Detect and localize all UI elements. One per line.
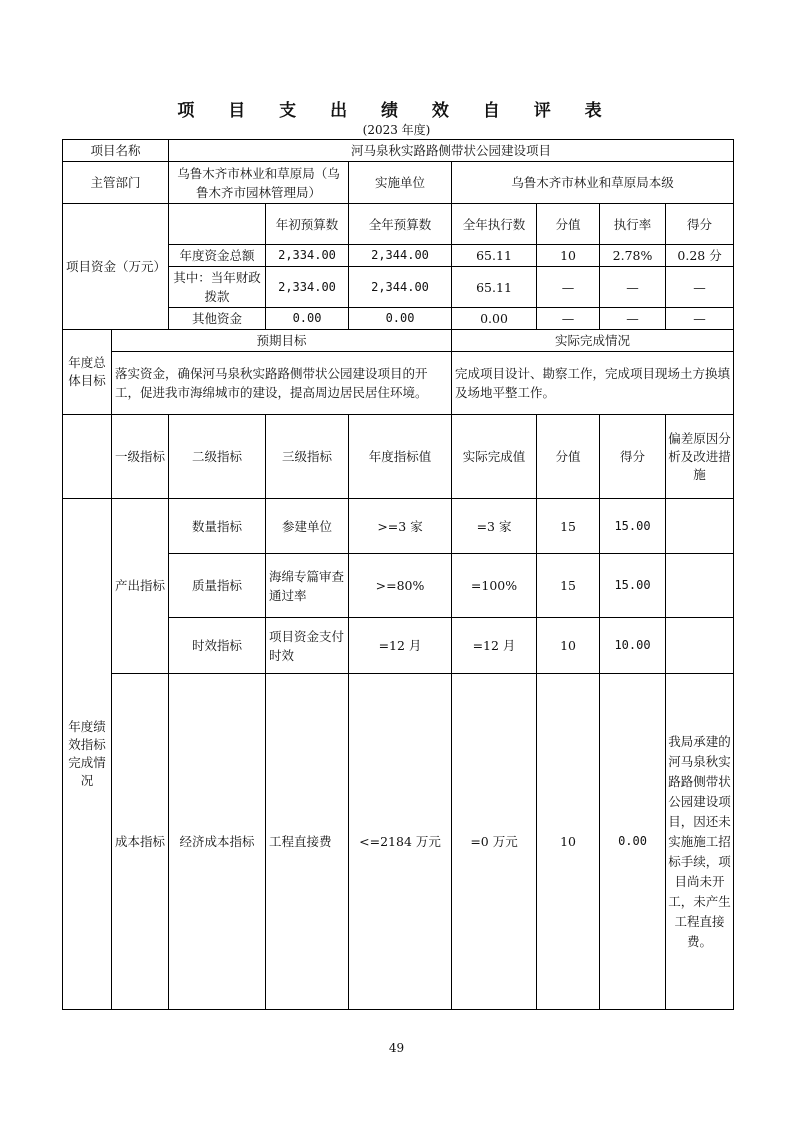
ind-actual: =100%	[452, 554, 537, 618]
ind-target: >=80%	[349, 554, 452, 618]
col-level2: 二级指标	[169, 415, 266, 499]
fund-row-exec: 0.00	[452, 308, 537, 330]
col-target: 年度指标值	[349, 415, 452, 499]
ind-score: 10	[537, 674, 600, 1010]
col-full-exec: 全年执行数	[452, 204, 537, 245]
expected-goal-label: 预期目标	[112, 330, 452, 352]
ind-got: 10.00	[600, 618, 666, 674]
col-ind-got: 得分	[600, 415, 666, 499]
ind-level2: 时效指标	[169, 618, 266, 674]
fund-row-score: —	[537, 308, 600, 330]
ind-reason	[666, 499, 734, 554]
annual-goal-label: 年度总体目标	[63, 330, 112, 415]
fund-row-full: 2,344.00	[349, 267, 452, 308]
fund-row-initial: 2,334.00	[266, 267, 349, 308]
cost-indicator-label: 成本指标	[112, 674, 169, 1010]
col-ind-score: 分值	[537, 415, 600, 499]
indicator-section-label: 年度绩效指标完成情况	[63, 499, 112, 1010]
indicator-header-blank	[63, 415, 112, 499]
ind-level2: 质量指标	[169, 554, 266, 618]
ind-reason: 我局承建的河马泉秋实路路侧带状公园建设项目，因还未实施施工招标手续，项目尚未开工，未产生工程直接费。	[666, 674, 734, 1010]
expected-goal-text: 落实资金，确保河马泉秋实路路侧带状公园建设项目的开工，促进我市海绵城市的建设，提高周边居民居住环境。	[112, 352, 452, 415]
fund-row-name: 其中：当年财政拨款	[169, 267, 266, 308]
project-name-label: 项目名称	[63, 140, 169, 162]
fund-row-rate: —	[600, 267, 666, 308]
ind-got: 15.00	[600, 499, 666, 554]
col-exec-rate: 执行率	[600, 204, 666, 245]
col-initial-budget: 年初预算数	[266, 204, 349, 245]
dept-label: 主管部门	[63, 162, 169, 204]
ind-target: =12 月	[349, 618, 452, 674]
dept-value: 乌鲁木齐市林业和草原局（乌鲁木齐市园林管理局）	[169, 162, 349, 204]
ind-reason	[666, 618, 734, 674]
impl-unit-label: 实施单位	[349, 162, 452, 204]
fund-row-initial: 0.00	[266, 308, 349, 330]
fund-row-got: —	[666, 267, 734, 308]
fund-row-exec: 65.11	[452, 267, 537, 308]
funds-label: 项目资金（万元）	[63, 204, 169, 330]
fund-row-score: —	[537, 267, 600, 308]
report-year: (2023 年度)	[362, 123, 431, 137]
ind-level3: 海绵专篇审查通过率	[266, 554, 349, 618]
col-full-budget: 全年预算数	[349, 204, 452, 245]
ind-actual: =0 万元	[452, 674, 537, 1010]
fund-row-got: 0.28 分	[666, 245, 734, 267]
ind-target: >=3 家	[349, 499, 452, 554]
project-name-value: 河马泉秋实路路侧带状公园建设项目	[169, 140, 734, 162]
impl-unit-value: 乌鲁木齐市林业和草原局本级	[452, 162, 734, 204]
col-level3: 三级指标	[266, 415, 349, 499]
col-got-score: 得分	[666, 204, 734, 245]
fund-row-score: 10	[537, 245, 600, 267]
ind-level2: 经济成本指标	[169, 674, 266, 1010]
ind-got: 0.00	[600, 674, 666, 1010]
fund-row-got: —	[666, 308, 734, 330]
funds-corner	[169, 204, 266, 245]
fund-row-exec: 65.11	[452, 245, 537, 267]
col-score: 分值	[537, 204, 600, 245]
col-reason: 偏差原因分析及改进措施	[666, 415, 734, 499]
ind-level3: 工程直接费	[266, 674, 349, 1010]
fund-row-initial: 2,334.00	[266, 245, 349, 267]
actual-status-label: 实际完成情况	[452, 330, 734, 352]
fund-row-full: 2,344.00	[349, 245, 452, 267]
page-title: 项 目 支 出 绩 效 自 评 表	[177, 101, 616, 121]
ind-got: 15.00	[600, 554, 666, 618]
ind-level2: 数量指标	[169, 499, 266, 554]
ind-actual: =3 家	[452, 499, 537, 554]
actual-status-text: 完成项目设计、勘察工作，完成项目现场土方换填及场地平整工作。	[452, 352, 734, 415]
ind-score: 15	[537, 499, 600, 554]
fund-row-name: 年度资金总额	[169, 245, 266, 267]
ind-level3: 参建单位	[266, 499, 349, 554]
ind-score: 10	[537, 618, 600, 674]
performance-table	[62, 139, 734, 1010]
ind-level3: 项目资金支付时效	[266, 618, 349, 674]
fund-row-rate: 2.78%	[600, 245, 666, 267]
ind-reason	[666, 554, 734, 618]
fund-row-rate: —	[600, 308, 666, 330]
fund-row-name: 其他资金	[169, 308, 266, 330]
output-indicator-label: 产出指标	[112, 499, 169, 674]
col-actual: 实际完成值	[452, 415, 537, 499]
col-level1: 一级指标	[112, 415, 169, 499]
ind-target: <=2184 万元	[349, 674, 452, 1010]
fund-row-full: 0.00	[349, 308, 452, 330]
page-number: 49	[388, 1041, 405, 1055]
ind-score: 15	[537, 554, 600, 618]
ind-actual: =12 月	[452, 618, 537, 674]
